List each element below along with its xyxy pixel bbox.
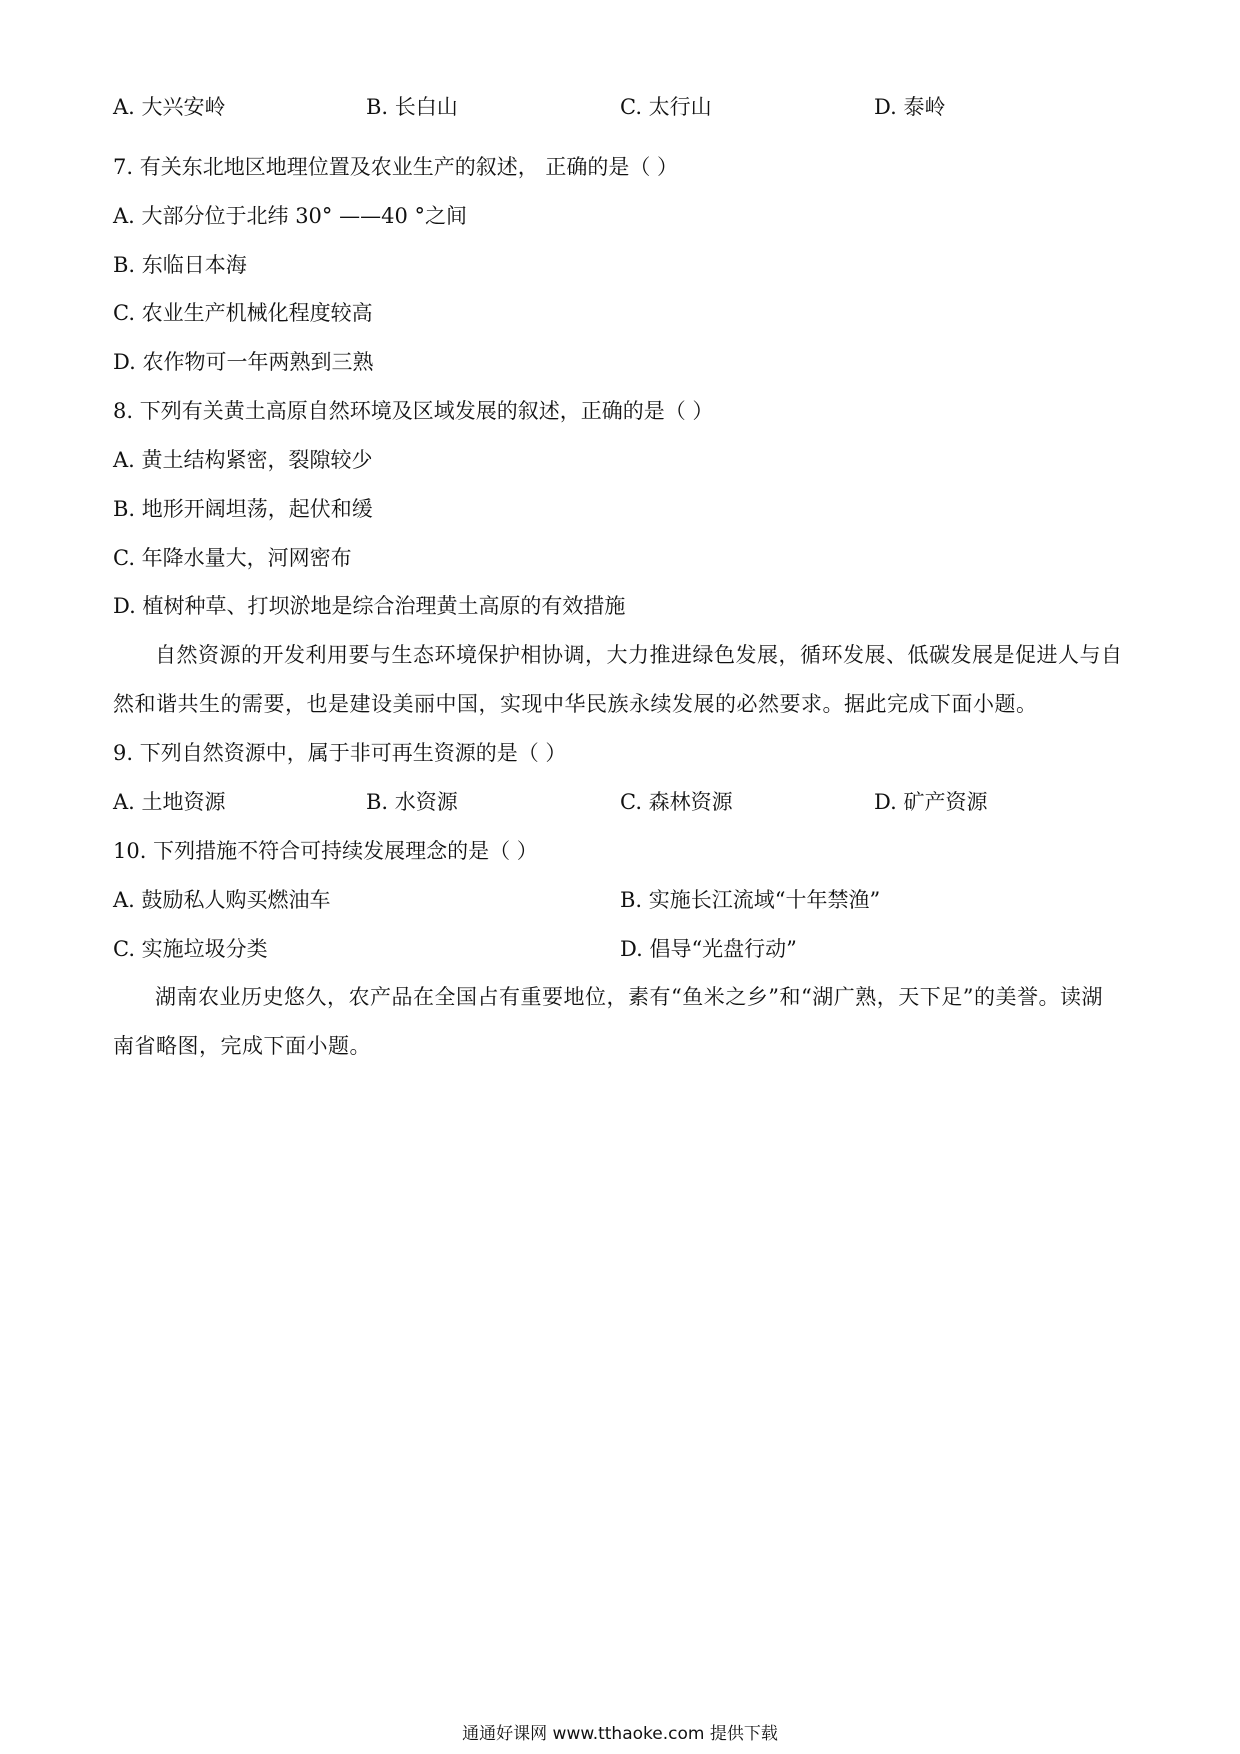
q6-option-b: B. 长白山 xyxy=(366,95,458,119)
q10-stem: 10. 下列措施不符合可持续发展理念的是（ ） xyxy=(113,839,538,863)
q7-stem: 7. 有关东北地区地理位置及农业生产的叙述， 正确的是（ ） xyxy=(113,155,679,179)
q8-stem: 8. 下列有关黄土高原自然环境及区域发展的叙述，正确的是（ ） xyxy=(113,399,714,423)
q9-option-d: D. 矿产资源 xyxy=(874,790,988,814)
q6-option-a: A. 大兴安岭 xyxy=(113,95,226,119)
passage-resources: 自然资源的开发利用要与生态环境保护相协调，大力推进绿色发展，循环发展、低碳发展是促进人与自然和谐共生的需要，也是建设美丽中国，实现中华民族永续发展的必然要求。据此完成下面小题。 xyxy=(113,643,1123,716)
q9-option-b: B. 水资源 xyxy=(366,790,458,814)
q10-option-c: C. 实施垃圾分类 xyxy=(113,937,268,961)
q6-option-d: D. 泰岭 xyxy=(874,95,946,119)
q10-option-a: A. 鼓励私人购买燃油车 xyxy=(113,888,331,912)
q8-option-d: D. 植树种草、打坝淤地是综合治理黄土高原的有效措施 xyxy=(113,594,626,618)
q9-stem: 9. 下列自然资源中，属于非可再生资源的是（ ） xyxy=(113,741,567,765)
q7-option-c: C. 农业生产机械化程度较高 xyxy=(113,301,373,325)
q10-option-b: B. 实施长江流域“十年禁渔” xyxy=(620,888,881,912)
q7-option-d: D. 农作物可一年两熟到三熟 xyxy=(113,350,374,374)
q7-option-a: A. 大部分位于北纬 30° ——40 °之间 xyxy=(113,204,467,228)
q7-option-b: B. 东临日本海 xyxy=(113,253,247,277)
q6-option-c: C. 太行山 xyxy=(620,95,712,119)
q8-option-c: C. 年降水量大，河网密布 xyxy=(113,546,352,570)
q9-option-c: C. 森林资源 xyxy=(620,790,733,814)
q8-option-b: B. 地形开阔坦荡，起伏和缓 xyxy=(113,497,373,521)
q9-option-a: A. 土地资源 xyxy=(113,790,226,814)
passage-hunan: 湖南农业历史悠久，农产品在全国占有重要地位，素有“鱼米之乡”和“湖广熟，天下足”的美誉。读湖南省略图，完成下面小题。 xyxy=(113,985,1103,1058)
page-footer: 通通好课网 www.tthaoke.com 提供下载 xyxy=(462,1724,778,1744)
q10-option-d: D. 倡导“光盘行动” xyxy=(620,937,797,961)
q8-option-a: A. 黄土结构紧密，裂隙较少 xyxy=(113,448,373,472)
